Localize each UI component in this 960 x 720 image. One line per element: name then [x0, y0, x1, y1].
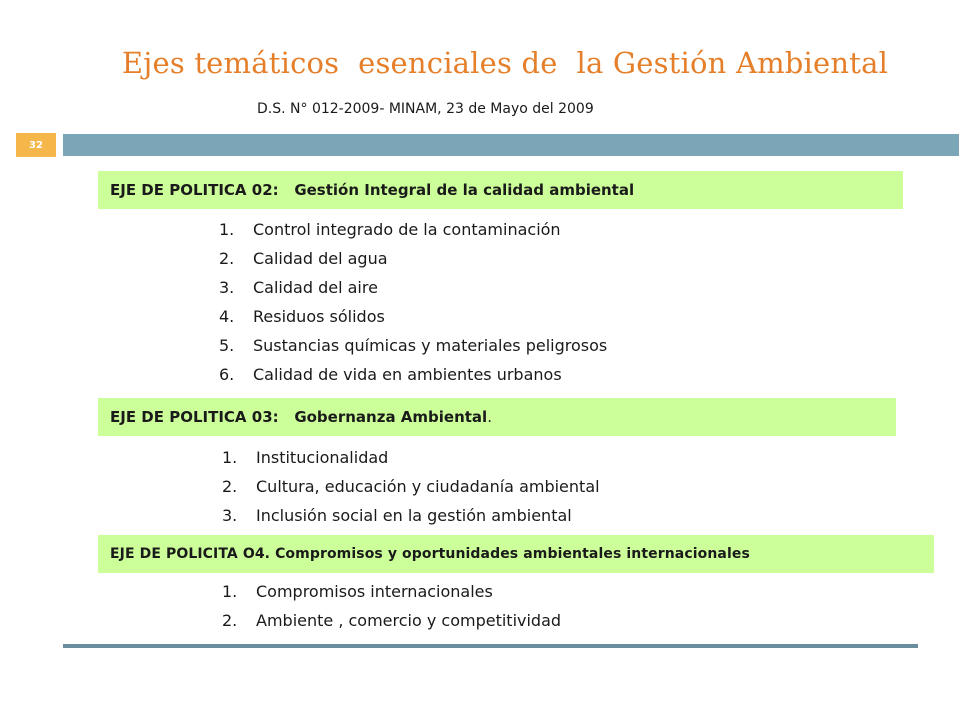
item-number: 4. [219, 307, 235, 326]
item-number: 3. [219, 278, 235, 297]
section-header-eje-04 [98, 535, 934, 573]
list-item [219, 302, 607, 331]
section-title: Gestión Integral de la calidad ambiental [294, 181, 635, 199]
footer-divider-line [63, 644, 918, 648]
list-item [222, 577, 561, 606]
item-text: Inclusión social en la gestión ambiental [256, 506, 572, 525]
item-number: 2. [222, 477, 238, 496]
slide-title: Ejes temáticos esenciales de la Gestión Ambiental [121, 46, 889, 80]
section-header-eje-02 [98, 171, 903, 209]
decree-subtitle: D.S. N° 012-2009- MINAM, 23 de Mayo del 2009 [257, 101, 594, 117]
list-item [219, 331, 607, 360]
section-prefix: EJE DE POLITICA 03: [110, 408, 279, 426]
item-text: Calidad de vida en ambientes urbanos [253, 365, 562, 384]
item-number: 2. [219, 249, 235, 268]
list-item [222, 606, 561, 635]
item-text: Calidad del agua [253, 249, 388, 268]
section-title: Gobernanza Ambiental [294, 408, 488, 426]
item-number: 2. [222, 611, 238, 630]
item-text: Sustancias químicas y materiales peligrosos [253, 336, 608, 355]
item-text: Institucionalidad [256, 448, 389, 467]
section-prefix: EJE DE POLICITA O4. [110, 546, 271, 562]
list-item [219, 244, 607, 273]
list-item [222, 443, 600, 472]
item-text: Control integrado de la contaminación [253, 220, 561, 239]
section-title-tail: . [487, 408, 492, 426]
section-list-eje-02 [219, 215, 607, 389]
item-number: 5. [219, 336, 235, 355]
item-number: 3. [222, 506, 238, 525]
item-number: 1. [222, 448, 238, 467]
header-divider-bar [63, 134, 959, 156]
section-list-eje-04 [222, 577, 561, 635]
list-item [222, 472, 600, 501]
slide-number-badge: 32 [16, 133, 56, 157]
list-item [219, 273, 607, 302]
list-item [219, 215, 607, 244]
item-text: Ambiente , comercio y competitividad [256, 611, 562, 630]
section-prefix: EJE DE POLITICA 02: [110, 181, 279, 199]
item-text: Cultura, educación y ciudadanía ambiental [256, 477, 600, 496]
item-text: Compromisos internacionales [256, 582, 493, 601]
section-list-eje-03 [222, 443, 600, 530]
item-text: Calidad del aire [253, 278, 378, 297]
item-number: 1. [222, 582, 238, 601]
list-item [222, 501, 600, 530]
section-header-eje-03 [98, 398, 896, 436]
item-number: 6. [219, 365, 235, 384]
list-item [219, 360, 607, 389]
item-text: Residuos sólidos [253, 307, 385, 326]
section-title: Compromisos y oportunidades ambientales internacionales [275, 546, 750, 562]
item-number: 1. [219, 220, 235, 239]
